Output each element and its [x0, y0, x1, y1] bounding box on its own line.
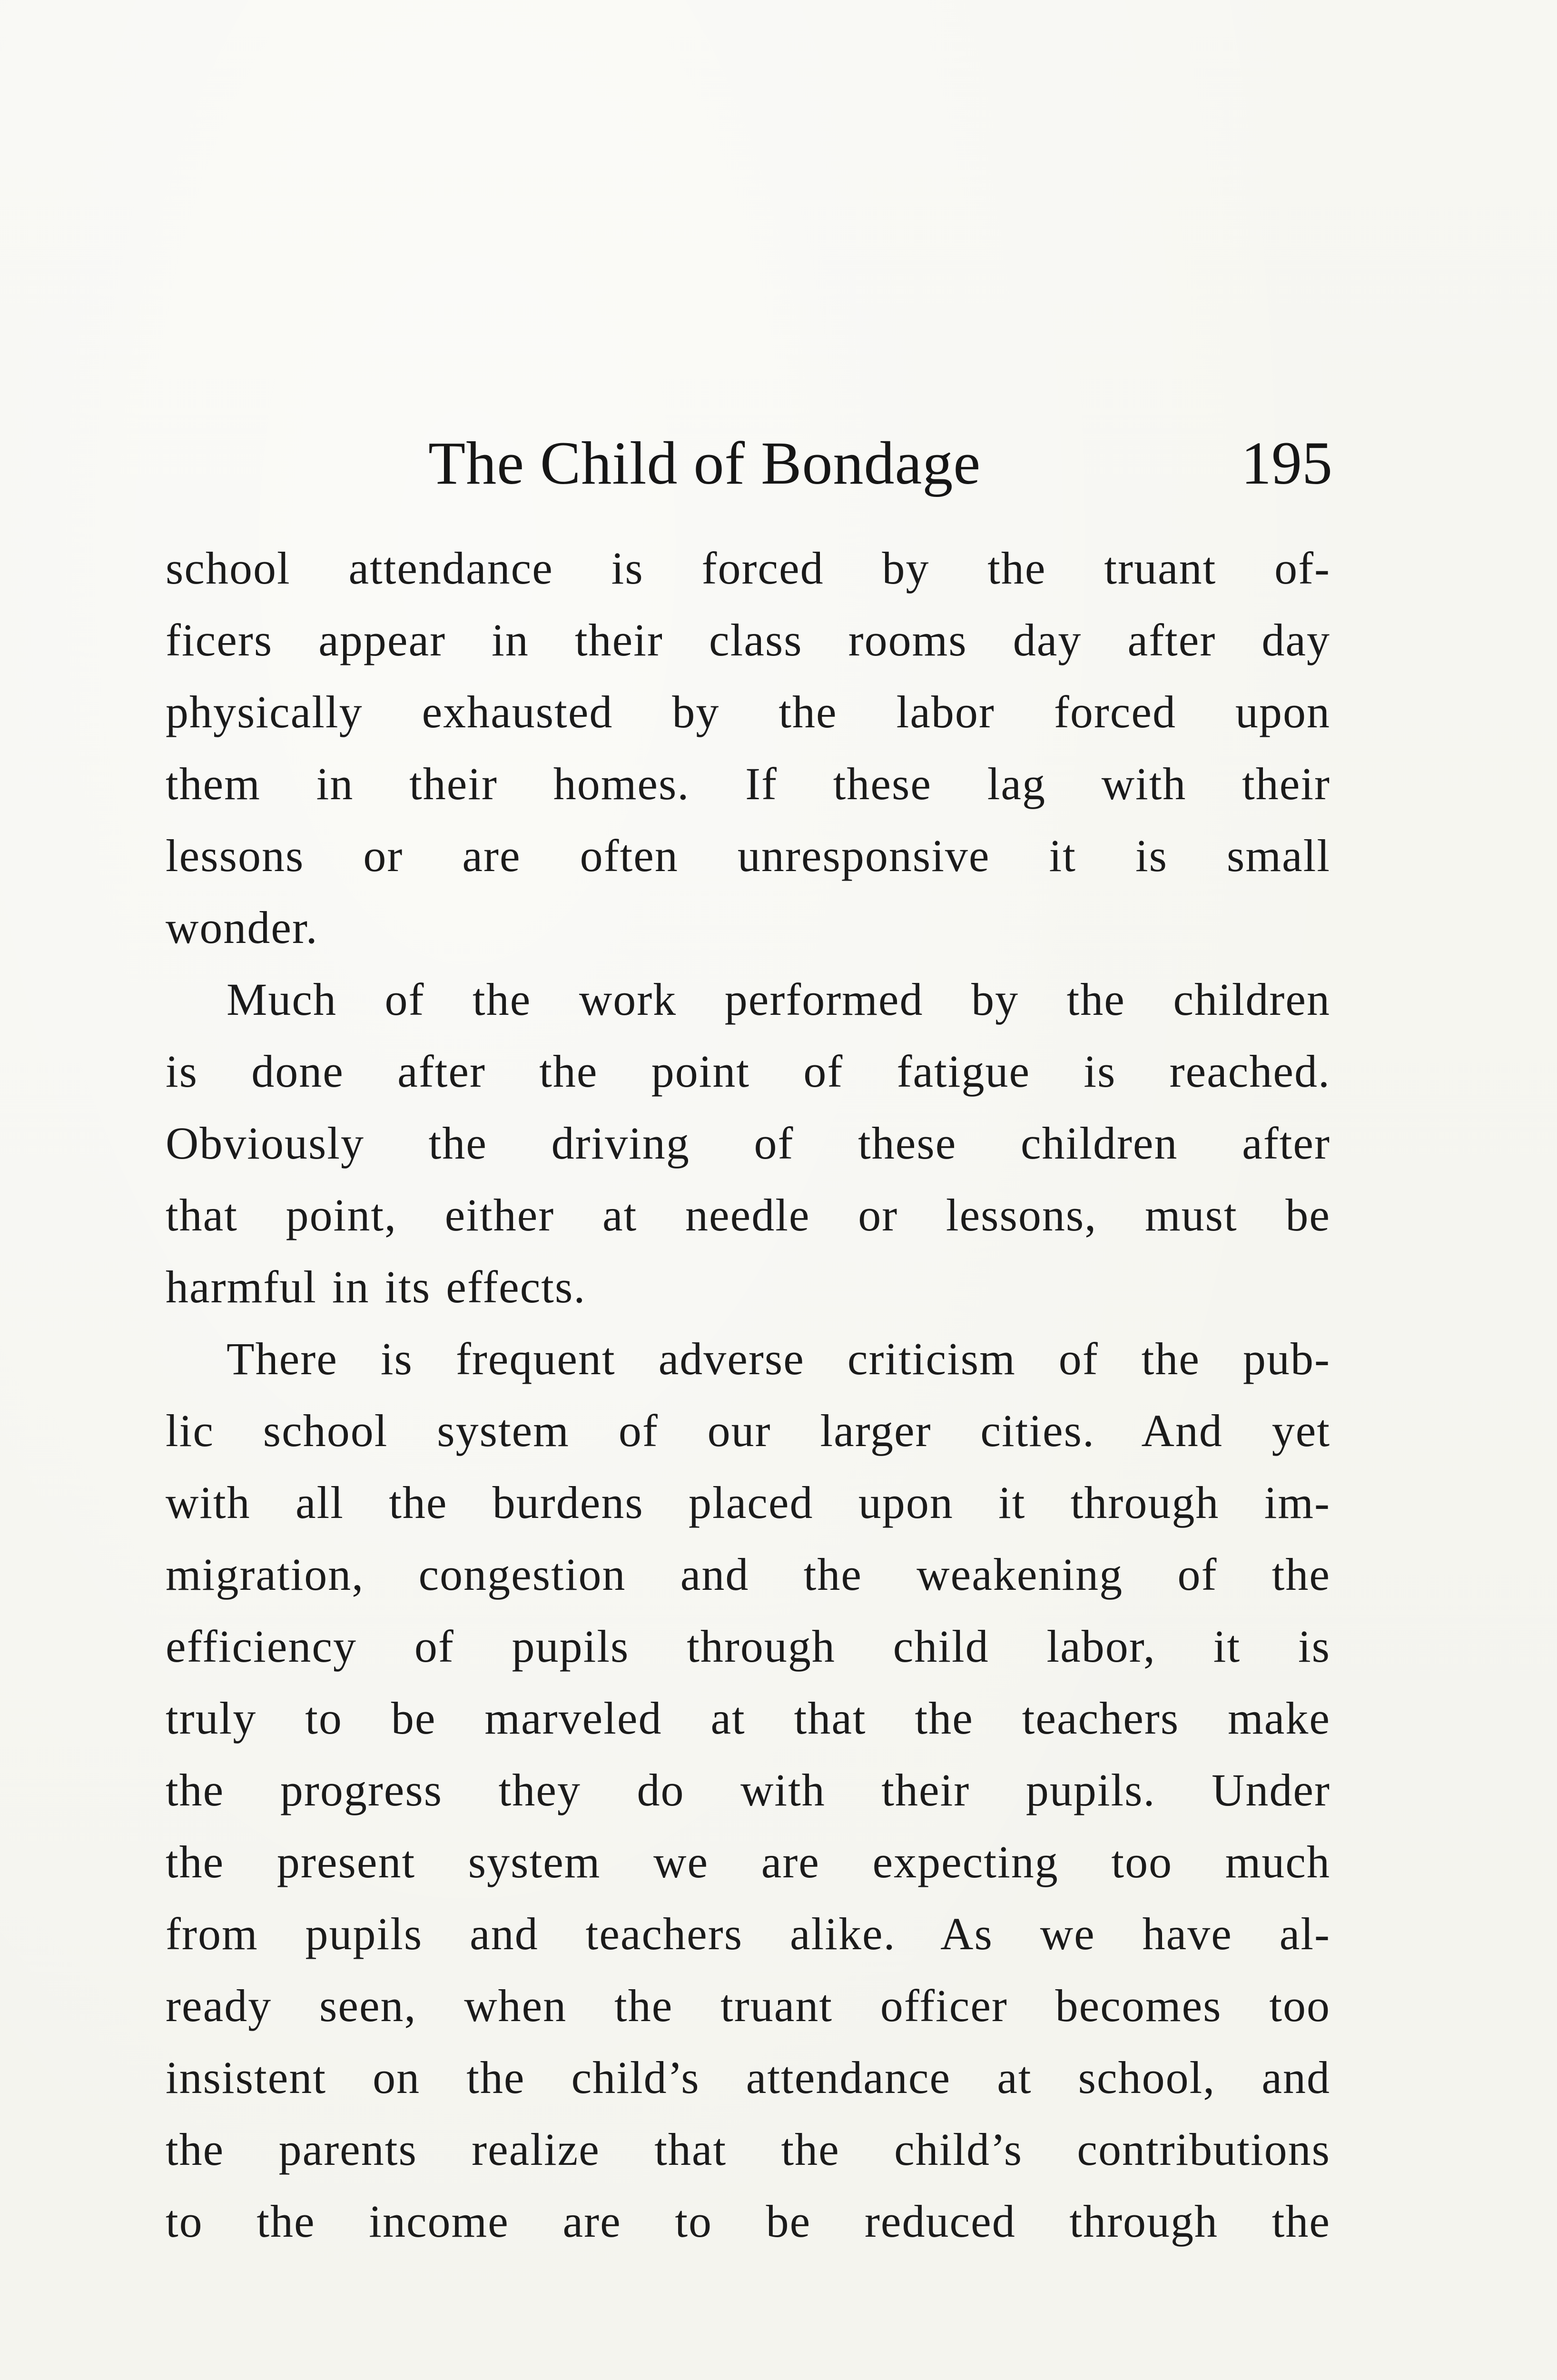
text-line: wonder.: [166, 902, 318, 953]
text-line: is done after the point of fatigue is reached.: [166, 1046, 1330, 1097]
body-text: [166, 532, 1330, 2257]
text-line: school attendance is forced by the truant of-: [166, 543, 1330, 594]
text-line: ficers appear in their class rooms day after day: [166, 615, 1330, 665]
text-line: insistent on the child’s attendance at school, and: [166, 2052, 1330, 2103]
text-line: that point, either at needle or lessons, must be: [166, 1190, 1330, 1240]
text-line: the present system we are expecting too much: [166, 1836, 1330, 1887]
text-line: to the income are to be reduced through the: [166, 2196, 1330, 2247]
text-line: migration, congestion and the weakening of the: [166, 1549, 1330, 1600]
text-line: lic school system of our larger cities. And yet: [166, 1405, 1330, 1456]
running-title: The Child of Bondage: [428, 429, 981, 497]
text-line: efficiency of pupils through child labor, it is: [166, 1621, 1330, 1672]
running-head: [171, 419, 1332, 500]
text-line: ready seen, when the truant officer becomes too: [166, 1980, 1330, 2031]
text-line: lessons or are often unresponsive it is small: [166, 830, 1330, 881]
text-line: harmful in its effects.: [166, 1261, 586, 1312]
text-line: from pupils and teachers alike. As we have al-: [166, 1908, 1330, 1959]
text-line: truly to be marveled at that the teachers make: [166, 1693, 1330, 1744]
text-line: them in their homes. If these lag with their: [166, 758, 1330, 809]
text-line: Obviously the driving of these children after: [166, 1118, 1330, 1169]
text-line: There is frequent adverse criticism of the pub-: [227, 1333, 1330, 1384]
page-number: 195: [1241, 429, 1332, 497]
text-line: Much of the work performed by the children: [227, 974, 1330, 1025]
text-line: physically exhausted by the labor forced upon: [166, 686, 1330, 737]
text-line: the parents realize that the child’s contributions: [166, 2124, 1330, 2175]
text-line: with all the burdens placed upon it through im-: [166, 1477, 1330, 1528]
text-line: the progress they do with their pupils. Under: [166, 1765, 1330, 1815]
